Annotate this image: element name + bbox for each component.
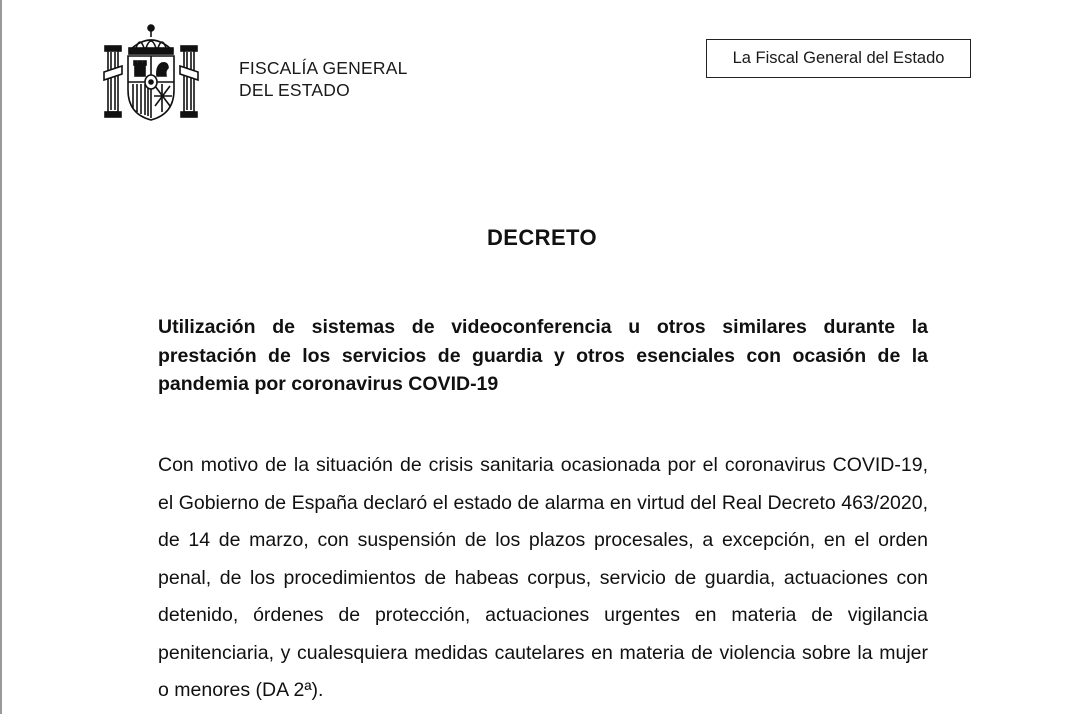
document-title: DECRETO	[487, 225, 597, 250]
organization-line-2: DEL ESTADO	[239, 80, 350, 100]
body-paragraph: Con motivo de la situación de crisis sanitaria ocasionada por el coronavirus COVID-19, el Gobierno de España declaró el estado de alarma en virtud del Real Decreto 463/2020, de 14 de marzo, con suspensión de los plazos procesales, a excepción, en el orden penal, de los procedimientos de habeas corpus, servicio de guardia, actuaciones con detenido, órdenes de protección, actuaciones urgentes en materia de vigilancia penitenciaria, y cualesquiera medidas cautelares en materia de violencia sobre la mujer o menores (DA 2ª).	[158, 454, 928, 701]
document-subject: Utilización de sistemas de videoconferencia u otros similares durante la prestación de los servicios de guardia y otros esenciales con ocasión de la pandemia por coronavirus COVID-19	[158, 316, 928, 395]
organization-name	[239, 57, 408, 101]
organization-line-1: FISCALÍA GENERAL	[239, 58, 408, 78]
spain-coat-of-arms-icon	[102, 20, 200, 124]
signer-box: La Fiscal General del Estado	[706, 39, 971, 78]
